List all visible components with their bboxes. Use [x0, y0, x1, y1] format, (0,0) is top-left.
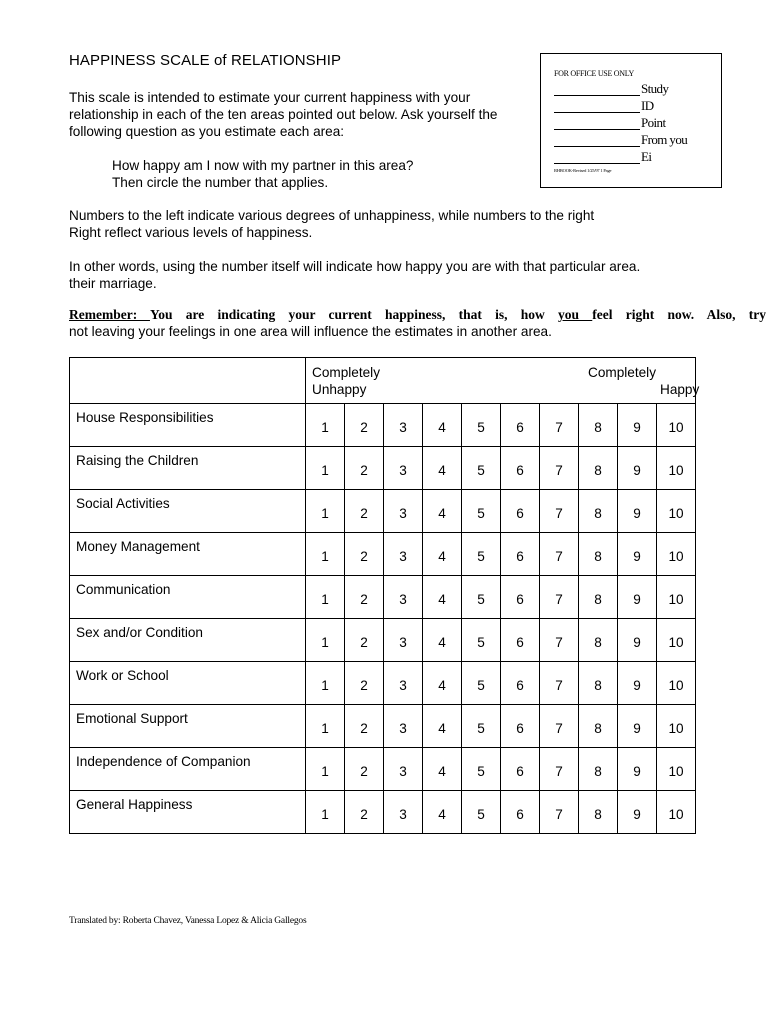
office-field-line[interactable] — [554, 163, 640, 164]
office-field-from-you — [554, 133, 704, 147]
rating-option[interactable]: 1 — [306, 447, 345, 490]
rating-option[interactable]: 10 — [657, 748, 696, 791]
rating-option[interactable]: 4 — [423, 404, 462, 447]
rating-option[interactable]: 10 — [657, 662, 696, 705]
area-label: House Responsibilities — [70, 404, 306, 447]
rating-option[interactable]: 8 — [579, 619, 618, 662]
office-use-footer: RHBOOK-Revised 1/25/97 1 Page — [554, 168, 612, 173]
completely-happy-label-2: Happy — [660, 382, 700, 397]
area-label: Independence of Companion — [70, 748, 306, 791]
rating-option[interactable]: 2 — [345, 404, 384, 447]
rating-option[interactable]: 2 — [345, 662, 384, 705]
other-words-line-1: In other words, using the number itself will indicate how happy you are with that particular area. — [69, 259, 641, 274]
rating-option[interactable]: 1 — [306, 404, 345, 447]
area-label: Emotional Support — [70, 705, 306, 748]
rating-option[interactable]: 7 — [540, 576, 579, 619]
rating-option[interactable]: 4 — [423, 791, 462, 834]
rating-option[interactable]: 5 — [462, 619, 501, 662]
rating-option[interactable]: 3 — [384, 447, 423, 490]
rating-option[interactable]: 6 — [501, 404, 540, 447]
rating-option[interactable]: 8 — [579, 705, 618, 748]
rating-option[interactable]: 7 — [540, 619, 579, 662]
rating-option[interactable]: 4 — [423, 705, 462, 748]
rating-option[interactable]: 9 — [618, 619, 657, 662]
scale-row — [70, 619, 696, 662]
office-field-id — [554, 99, 704, 113]
scale-row — [70, 748, 696, 791]
rating-option[interactable]: 6 — [501, 619, 540, 662]
office-use-box — [540, 53, 722, 188]
rating-option[interactable]: 9 — [618, 748, 657, 791]
area-label: Communication — [70, 576, 306, 619]
office-field-line[interactable] — [554, 112, 640, 113]
office-field-ei — [554, 150, 704, 164]
rating-option[interactable]: 5 — [462, 490, 501, 533]
rating-option[interactable]: 2 — [345, 533, 384, 576]
rating-option[interactable]: 8 — [579, 748, 618, 791]
numbers-note-line-2: Right reflect various levels of happiness. — [69, 225, 313, 240]
rating-option[interactable]: 8 — [579, 533, 618, 576]
rating-option[interactable]: 6 — [501, 533, 540, 576]
rating-option[interactable]: 6 — [501, 490, 540, 533]
question-block — [112, 157, 413, 191]
numbers-note — [69, 207, 689, 241]
area-label: General Happiness — [70, 791, 306, 834]
translator-credit: Translated by: Roberta Chavez, Vanessa Lopez & Alicia Gallegos — [69, 916, 307, 926]
instruction-line: Then circle the number that applies. — [112, 175, 329, 190]
rating-option[interactable]: 10 — [657, 791, 696, 834]
rating-option[interactable]: 7 — [540, 447, 579, 490]
rating-option[interactable]: 8 — [579, 576, 618, 619]
rating-option[interactable]: 9 — [618, 447, 657, 490]
rating-option[interactable]: 7 — [540, 490, 579, 533]
office-field-label: Study — [641, 81, 669, 96]
rating-option[interactable]: 9 — [618, 490, 657, 533]
rating-option[interactable]: 1 — [306, 791, 345, 834]
rating-option[interactable]: 6 — [501, 576, 540, 619]
rating-option[interactable]: 9 — [618, 705, 657, 748]
rating-option[interactable]: 3 — [384, 576, 423, 619]
office-field-line[interactable] — [554, 95, 640, 96]
rating-option[interactable]: 2 — [345, 748, 384, 791]
other-words-note — [69, 258, 689, 292]
office-field-point — [554, 116, 704, 130]
rating-option[interactable]: 1 — [306, 533, 345, 576]
rating-option[interactable]: 4 — [423, 533, 462, 576]
rating-option[interactable]: 7 — [540, 705, 579, 748]
rating-option[interactable]: 3 — [384, 662, 423, 705]
rating-option[interactable]: 1 — [306, 619, 345, 662]
rating-option[interactable]: 6 — [501, 662, 540, 705]
rating-option[interactable]: 10 — [657, 576, 696, 619]
remember-text-1: You are indicating your current happiness, that is, how — [149, 307, 558, 322]
rating-option[interactable]: 7 — [540, 533, 579, 576]
area-label: Money Management — [70, 533, 306, 576]
rating-option[interactable]: 6 — [501, 447, 540, 490]
scale-row — [70, 404, 696, 447]
header-blank-cell — [70, 358, 306, 404]
scale-row — [70, 576, 696, 619]
office-field-line[interactable] — [554, 129, 640, 130]
remember-text-2: feel right now. Also, try — [592, 307, 766, 322]
completely-unhappy-label-2: Unhappy — [312, 382, 367, 397]
rating-option[interactable]: 3 — [384, 791, 423, 834]
office-use-heading: FOR OFFICE USE ONLY — [554, 69, 634, 78]
rating-option[interactable]: 7 — [540, 791, 579, 834]
scale-row — [70, 490, 696, 533]
office-field-label: Point — [641, 115, 666, 130]
rating-option[interactable]: 1 — [306, 576, 345, 619]
area-label: Work or School — [70, 662, 306, 705]
rating-option[interactable]: 7 — [540, 662, 579, 705]
rating-option[interactable]: 10 — [657, 619, 696, 662]
rating-option[interactable]: 2 — [345, 705, 384, 748]
office-field-label: From you — [641, 132, 688, 147]
rating-option[interactable]: 1 — [306, 705, 345, 748]
rating-option[interactable]: 4 — [423, 662, 462, 705]
rating-option[interactable]: 5 — [462, 662, 501, 705]
rating-option[interactable]: 1 — [306, 490, 345, 533]
remember-line-2: not leaving your feelings in one area will influence the estimates in another area. — [69, 324, 552, 339]
rating-option[interactable]: 9 — [618, 791, 657, 834]
rating-option[interactable]: 5 — [462, 576, 501, 619]
rating-option[interactable]: 10 — [657, 447, 696, 490]
rating-option[interactable]: 4 — [423, 619, 462, 662]
remember-note — [69, 306, 766, 323]
rating-option[interactable]: 6 — [501, 748, 540, 791]
rating-option[interactable]: 1 — [306, 748, 345, 791]
area-label: Social Activities — [70, 490, 306, 533]
rating-option[interactable]: 2 — [345, 447, 384, 490]
office-field-label: Ei — [641, 149, 652, 164]
rating-option[interactable]: 10 — [657, 404, 696, 447]
rating-option[interactable]: 3 — [384, 705, 423, 748]
rating-option[interactable]: 3 — [384, 748, 423, 791]
area-label: Sex and/or Condition — [70, 619, 306, 662]
rating-option[interactable]: 7 — [540, 748, 579, 791]
rating-option[interactable]: 1 — [306, 662, 345, 705]
rating-option[interactable]: 4 — [423, 447, 462, 490]
happiness-scale-table — [69, 357, 700, 834]
page-title: HAPPINESS SCALE of RELATIONSHIP — [69, 52, 342, 69]
completely-unhappy-label-1: Completely — [312, 365, 380, 380]
rating-option[interactable]: 8 — [579, 404, 618, 447]
scale-row — [70, 533, 696, 576]
rating-option[interactable]: 4 — [423, 748, 462, 791]
rating-option[interactable]: 8 — [579, 662, 618, 705]
rating-option[interactable]: 8 — [579, 791, 618, 834]
rating-option[interactable]: 9 — [618, 533, 657, 576]
rating-option[interactable]: 2 — [345, 619, 384, 662]
scale-header-row — [70, 358, 696, 404]
office-field-label: ID — [641, 98, 654, 113]
rating-option[interactable]: 2 — [345, 576, 384, 619]
rating-option[interactable]: 8 — [579, 447, 618, 490]
scale-row — [70, 662, 696, 705]
rating-option[interactable]: 5 — [462, 705, 501, 748]
office-field-study — [554, 82, 704, 96]
rating-option[interactable]: 3 — [384, 619, 423, 662]
rating-option[interactable]: 3 — [384, 490, 423, 533]
scale-header-cell — [306, 358, 700, 404]
rating-option[interactable]: 6 — [501, 705, 540, 748]
rating-option[interactable]: 2 — [345, 791, 384, 834]
rating-option[interactable]: 9 — [618, 404, 657, 447]
rating-option[interactable]: 5 — [462, 533, 501, 576]
rating-option[interactable]: 3 — [384, 404, 423, 447]
completely-happy-label-1: Completely — [588, 365, 656, 380]
rating-option[interactable]: 9 — [618, 662, 657, 705]
scale-row — [70, 705, 696, 748]
remember-you: you — [558, 307, 593, 322]
area-label: Raising the Children — [70, 447, 306, 490]
rating-option[interactable]: 10 — [657, 705, 696, 748]
rating-option[interactable]: 10 — [657, 533, 696, 576]
rating-option[interactable]: 9 — [618, 576, 657, 619]
office-field-line[interactable] — [554, 146, 640, 147]
scale-row — [70, 791, 696, 834]
intro-paragraph: This scale is intended to estimate your current happiness with your relationship in each of the ten areas pointed out below. Ask yourself the following question as you estimate each area: — [69, 90, 498, 139]
rating-option[interactable]: 5 — [462, 791, 501, 834]
other-words-line-2: their marriage. — [69, 276, 157, 291]
question-line: How happy am I now with my partner in this area? — [112, 158, 414, 173]
rating-option[interactable]: 3 — [384, 533, 423, 576]
rating-option[interactable]: 5 — [462, 748, 501, 791]
rating-option[interactable]: 7 — [540, 404, 579, 447]
rating-option[interactable]: 6 — [501, 791, 540, 834]
rating-option[interactable]: 4 — [423, 576, 462, 619]
rating-option[interactable]: 5 — [462, 447, 501, 490]
rating-option[interactable]: 5 — [462, 404, 501, 447]
rating-option[interactable]: 8 — [579, 490, 618, 533]
numbers-note-line-1: Numbers to the left indicate various degrees of unhappiness, while numbers to the right — [69, 208, 595, 223]
rating-option[interactable]: 4 — [423, 490, 462, 533]
remember-label: Remember: — [69, 307, 150, 322]
scale-row — [70, 447, 696, 490]
rating-option[interactable]: 10 — [657, 490, 696, 533]
rating-option[interactable]: 2 — [345, 490, 384, 533]
